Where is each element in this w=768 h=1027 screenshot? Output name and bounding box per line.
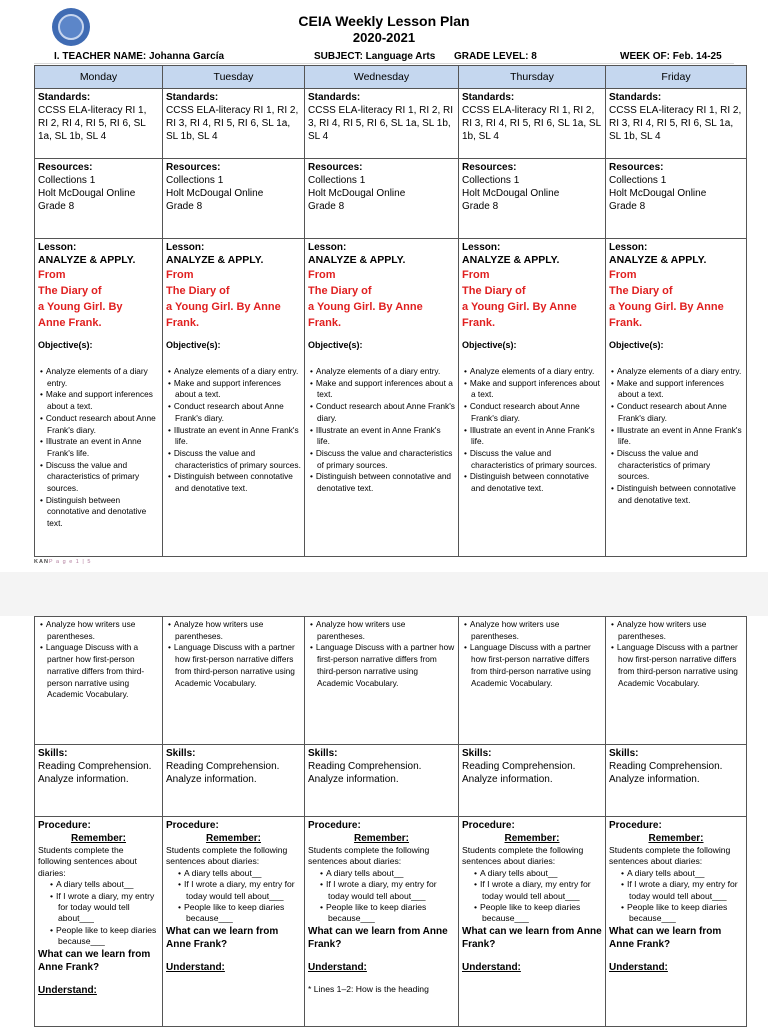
objectives-list [308,366,455,495]
standards-label: Standards: [308,92,361,103]
objective-item: • Language Discuss with a partner how first-person narrative differs from third-person narrative using Academic Vocabulary. [609,642,743,689]
procedure-item: • If I wrote a diary, my entry for today would tell about___ [320,879,455,902]
resource-item: Grade 8 [308,201,345,212]
day-header-friday: Friday [606,66,747,89]
procedure-cell [35,817,163,1027]
objective-item: • Conduct research about Anne Frank's diary. [308,401,455,424]
page-footer [34,559,91,565]
skills-cell [459,745,606,817]
objective-item: • Discuss the value and characteristics of primary sources. [462,448,602,471]
standards-label: Standards: [38,92,91,103]
resources-label: Resources: [462,162,517,173]
objective-item: • Discuss the value and characteristics of primary sources. [308,448,455,471]
lesson-label: Lesson: [38,242,77,253]
lesson-title-line: From [462,269,490,281]
skills-text: Reading Comprehension. Analyze information. [462,761,576,785]
resource-item: Grade 8 [462,201,499,212]
teacher-name: I. TEACHER NAME: Johanna García [54,51,225,62]
standards-cell [35,89,163,159]
skills-cell [163,745,305,817]
understand-label: Understand: [462,961,521,973]
resource-item: Holt McDougal Online [166,188,264,199]
procedure-label: Procedure: [308,820,361,831]
procedure-intro: Students complete the following sentences about diaries: [38,845,137,878]
standards-cell [606,89,747,159]
grade-level: GRADE LEVEL: 8 [454,51,537,62]
lesson-title-line: The Diary of [462,285,526,297]
objective-item: • Illustrate an event in Anne Frank's life. [609,425,743,448]
procedure-intro: Students complete the following sentences about diaries: [609,845,731,867]
resources-cell [35,159,163,239]
objectives-cont-cell [163,617,305,745]
day-header-monday: Monday [35,66,163,89]
objectives-cont-cell [305,617,459,745]
understand-label: Understand: [308,961,367,973]
lesson-title-line: From [308,269,336,281]
lesson-title-line: a Young Girl. By Anne [308,301,423,313]
lesson-title-line: Frank. [462,317,496,329]
procedure-intro: Students complete the following sentences about diaries: [166,845,288,867]
procedure-label: Procedure: [462,820,515,831]
standards-text: CCSS ELA-literacy RI 1, RI 2, RI 3, RI 4, RI 5, RI 6, SL 1a, SL 1b, SL 4 [308,105,454,142]
lesson-title-line: Anne Frank. [38,317,102,329]
objective-item: • Analyze how writers use parentheses. [462,619,602,642]
objective-item: • Distinguish between connotative and denotative text. [462,471,602,494]
analyze-apply: ANALYZE & APPLY. [462,254,560,266]
resources-cell [163,159,305,239]
objective-item: • Language Discuss with a partner how first-person narrative differs from third-person narrative using Academic Vocabulary. [38,642,159,701]
lesson-title-line: The Diary of [308,285,372,297]
skills-label: Skills: [38,748,68,759]
objective-item: • Conduct research about Anne Frank's diary. [38,413,159,436]
objectives-list [38,366,159,530]
remember-label: Remember: [648,833,704,844]
day-header-wednesday: Wednesday [305,66,459,89]
lesson-title-line: From [38,269,66,281]
procedure-item: • A diary tells about__ [178,868,301,879]
procedure-item: • People like to keep diaries because___ [178,902,301,925]
procedure-intro: Students complete the following sentences about diaries: [462,845,584,867]
objective-item: • Distinguish between connotative and denotative text. [308,471,455,494]
resource-item: Collections 1 [166,175,224,186]
resources-label: Resources: [308,162,363,173]
skills-text: Reading Comprehension. Analyze information. [38,761,152,785]
objective-item: • Conduct research about Anne Frank's diary. [462,401,602,424]
resource-item: Collections 1 [462,175,520,186]
skills-text: Reading Comprehension. Analyze information. [308,761,422,785]
procedure-item: • People like to keep diaries because___ [320,902,455,925]
objectives-continued-row [35,617,747,745]
objective-item: • Make and support inferences about a text. [38,389,159,412]
objective-item: • Analyze how writers use parentheses. [609,619,743,642]
objective-item: • Illustrate an event in Anne Frank's life. [462,425,602,448]
resource-item: Holt McDougal Online [308,188,406,199]
standards-row [35,89,747,159]
resources-cell [305,159,459,239]
standards-cell [459,89,606,159]
objectives-cont-cell [606,617,747,745]
footer-initials: KAN [34,559,49,565]
objective-item: • Language Discuss with a partner how first-person narrative differs from third-person narrative using Academic Vocabulary. [166,642,301,689]
procedure-item: • People like to keep diaries because___ [474,902,602,925]
lesson-title-line: Frank. [609,317,643,329]
skills-label: Skills: [609,748,639,759]
procedure-label: Procedure: [38,820,91,831]
objective-item: • Language Discuss with a partner how first-person narrative differs from third-person narrative using Academic Vocabulary. [308,642,455,689]
standards-cell [305,89,459,159]
procedure-item: • A diary tells about__ [621,868,743,879]
skills-text: Reading Comprehension. Analyze information. [166,761,280,785]
objective-item: • Make and support inferences about a text. [308,378,455,401]
resource-item: Holt McDougal Online [38,188,136,199]
lesson-title-line: a Young Girl. By Anne [166,301,281,313]
resource-item: Holt McDougal Online [609,188,707,199]
analyze-apply: ANALYZE & APPLY. [308,254,406,266]
standards-label: Standards: [166,92,219,103]
teacher-info-row [34,50,734,64]
objectives-label: Objective(s): [308,340,363,350]
objectives-list [462,366,602,495]
lesson-title-line: From [609,269,637,281]
lesson-title-line: a Young Girl. By Anne [609,301,724,313]
procedure-item: • People like to keep diaries because___ [621,902,743,925]
procedure-item: • People like to keep diaries because___ [50,925,159,948]
understand-text: * Lines 1–2: How is the heading [308,983,429,994]
objective-item: • Conduct research about Anne Frank's diary. [166,401,301,424]
objectives-list [166,366,301,495]
lesson-cell-wednesday [305,239,459,557]
objectives-cont-cell [459,617,606,745]
objective-item: • Illustrate an event in Anne Frank's life. [308,425,455,448]
procedure-cell [459,817,606,1027]
lesson-title-line: The Diary of [38,285,102,297]
analyze-apply: ANALYZE & APPLY. [609,254,707,266]
skills-text: Reading Comprehension. Analyze information. [609,761,723,785]
resource-item: Grade 8 [38,201,75,212]
objective-item: • Analyze how writers use parentheses. [38,619,159,642]
objective-item: • Make and support inferences about a text. [462,378,602,401]
lesson-label: Lesson: [308,242,347,253]
procedure-cell [305,817,459,1027]
standards-text: CCSS ELA-literacy RI 1, RI 2, RI 3, RI 4, RI 5, RI 6, SL 1a, SL 1b, SL 4 [609,105,742,142]
procedure-item: • A diary tells about__ [50,879,159,890]
lesson-title-line: The Diary of [609,285,673,297]
lesson-cell-friday [606,239,747,557]
lesson-cell-tuesday [163,239,305,557]
objectives-label: Objective(s): [38,340,93,350]
objectives-label: Objective(s): [462,340,517,350]
procedure-item: • If I wrote a diary, my entry for today would tell about___ [50,891,159,925]
skills-cell [606,745,747,817]
standards-text: CCSS ELA-literacy RI 1, RI 2, RI 3, RI 4, RI 5, RI 6, SL 1a, SL 1b, SL 4 [166,105,299,142]
procedure-intro: Students complete the following sentences about diaries: [308,845,430,867]
resource-item: Grade 8 [609,201,646,212]
remember-label: Remember: [205,833,262,844]
skills-cell [305,745,459,817]
objective-item: • Make and support inferences about a text. [166,378,301,401]
objective-item: • Analyze how writers use parentheses. [308,619,455,642]
procedure-label: Procedure: [609,820,662,831]
objective-item: • Analyze elements of a diary entry. [462,366,602,378]
objective-item: • Language Discuss with a partner how first-person narrative differs from third-person narrative using Academic Vocabulary. [462,642,602,689]
resource-item: Grade 8 [166,201,203,212]
page-gap [0,572,768,616]
objectives-label: Objective(s): [609,340,664,350]
resources-cell [606,159,747,239]
document-year: 2020-2021 [352,30,416,45]
objective-item: • Analyze elements of a diary entry. [609,366,743,378]
day-header-tuesday: Tuesday [163,66,305,89]
document-title: CEIA Weekly Lesson Plan [298,13,470,29]
skills-label: Skills: [166,748,196,759]
lesson-plan-table-continued [34,616,747,1027]
objective-item: • Analyze how writers use parentheses. [166,619,301,642]
lesson-label: Lesson: [609,242,648,253]
lesson-cell-thursday [459,239,606,557]
procedure-cell [606,817,747,1027]
objective-item: • Conduct research about Anne Frank's diary. [609,401,743,424]
understand-label: Understand: [166,961,225,973]
objective-item: • Distinguish between connotative and denotative text. [609,483,743,506]
day-header-thursday: Thursday [459,66,606,89]
lesson-title-line: The Diary of [166,285,230,297]
objectives-label: Objective(s): [166,340,221,350]
lesson-title-line: a Young Girl. By [38,301,123,313]
remember-label: Remember: [70,833,127,844]
skills-row [35,745,747,817]
objective-item: • Illustrate an event in Anne Frank's life. [38,436,159,459]
procedure-item: • If I wrote a diary, my entry for today would tell about___ [621,879,743,902]
lesson-cell-monday [35,239,163,557]
procedure-item: • A diary tells about__ [474,868,602,879]
lesson-title-line: Frank. [166,317,200,329]
objective-item: • Illustrate an event in Anne Frank's life. [166,425,301,448]
objectives-cont-cell [35,617,163,745]
objective-item: • Analyze elements of a diary entry. [308,366,455,378]
what-learn-question: What can we learn from Anne Frank? [38,948,151,973]
what-learn-question: What can we learn from Anne Frank? [462,925,602,950]
objective-item: • Analyze elements of a diary entry. [38,366,159,389]
footer-page: P a g e 1 | 5 [48,559,92,565]
lesson-label: Lesson: [166,242,205,253]
standards-cell [163,89,305,159]
standards-label: Standards: [462,92,515,103]
lesson-title-line: From [166,269,194,281]
resources-row [35,159,747,239]
resources-label: Resources: [166,162,221,173]
objective-item: • Discuss the value and characteristics of primary sources. [166,448,301,471]
understand-label: Understand: [609,961,668,973]
procedure-item: • A diary tells about__ [320,868,455,879]
procedure-row [35,817,747,1027]
objective-item: • Distinguish between connotative and denotative text. [38,495,159,530]
what-learn-question: What can we learn from Anne Frank? [166,925,279,950]
resource-item: Collections 1 [609,175,667,186]
understand-label: Understand: [38,984,97,996]
objective-item: • Make and support inferences about a text. [609,378,743,401]
subject: SUBJECT: Language Arts [314,51,436,62]
standards-label: Standards: [609,92,662,103]
skills-cell [35,745,163,817]
objectives-list [609,366,743,506]
what-learn-question: What can we learn from Anne Frank? [308,925,448,950]
lesson-label: Lesson: [462,242,501,253]
objective-item: • Distinguish between connotative and denotative text. [166,471,301,494]
objective-item: • Discuss the value and characteristics of primary sources. [609,448,743,483]
objective-item: • Analyze elements of a diary entry. [166,366,301,378]
procedure-cell [163,817,305,1027]
lesson-row [35,239,747,557]
lesson-title-line: Frank. [308,317,342,329]
remember-label: Remember: [504,833,560,844]
lesson-title-line: a Young Girl. By Anne [462,301,577,313]
lesson-plan-table [34,65,747,557]
standards-text: CCSS ELA-literacy RI 1, RI 2, RI 4, RI 5, RI 6, SL 1a, SL 1b, SL 4 [38,105,147,142]
procedure-label: Procedure: [166,820,219,831]
standards-text: CCSS ELA-literacy RI 1, RI 2, RI 3, RI 4, RI 5, RI 6, SL 1a, SL 1b, SL 4 [462,105,601,142]
procedure-item: • If I wrote a diary, my entry for today would tell about___ [474,879,602,902]
analyze-apply: ANALYZE & APPLY. [166,254,264,266]
resource-item: Holt McDougal Online [462,188,560,199]
skills-label: Skills: [308,748,338,759]
analyze-apply: ANALYZE & APPLY. [38,254,136,266]
remember-label: Remember: [353,833,410,844]
objective-item: • Discuss the value and characteristics of primary sources. [38,460,159,495]
resource-item: Collections 1 [38,175,96,186]
procedure-item: • If I wrote a diary, my entry for today would tell about___ [178,879,301,902]
what-learn-question: What can we learn from Anne Frank? [609,925,722,950]
resources-label: Resources: [38,162,93,173]
resource-item: Collections 1 [308,175,366,186]
resources-label: Resources: [609,162,664,173]
skills-label: Skills: [462,748,492,759]
page-2 [0,616,768,1024]
week-of: WEEK OF: Feb. 14-25 [620,51,722,62]
resources-cell [459,159,606,239]
